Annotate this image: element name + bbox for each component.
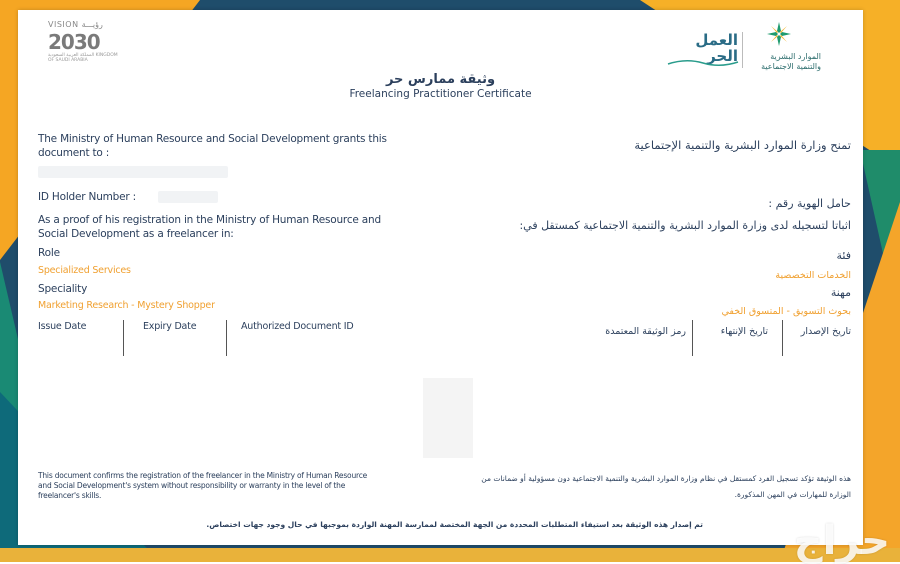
- vision-logo-subtitle: المملكة العربية السعودية KINGDOM OF SAUDI ARABIA: [48, 53, 118, 63]
- decor-strip: [0, 548, 900, 562]
- redacted-id: [158, 191, 218, 203]
- vision-2030-logo: [48, 20, 118, 66]
- hrsd-logo-line2: والتنمية الاجتماعية: [761, 62, 821, 71]
- hrsd-logo-text: [746, 52, 821, 72]
- role-label-english: Role: [38, 247, 60, 259]
- grants-arabic: تمنح وزارة الموارد البشرية والتنمية الإجتماعية: [634, 138, 851, 152]
- issue-date-arabic: تاريخ الإصدار: [800, 326, 851, 337]
- disclaimer-english: This document confirms the registration of the freelancer in the Ministry of Human Resource and Social Development's system without responsibility or warranty in the level of the freelancer's skills.: [38, 471, 368, 500]
- hrsd-logo-line1: الموارد البشرية: [770, 52, 821, 61]
- speciality-label-english: Speciality: [38, 283, 88, 295]
- column-divider: [123, 320, 124, 356]
- expiry-date-arabic: تاريخ الإنتهاء: [720, 326, 768, 337]
- proof-english: As a proof of his registration in the Ministry of Human Resource and Social Development as a freelancer in:: [38, 214, 381, 240]
- certificate-card: [18, 10, 863, 545]
- vision-logo-year: 2030: [48, 30, 100, 54]
- proof-arabic: اثباتا لتسجيله لدى وزارة الموارد البشرية والتنمية الاجتماعية كمستقل في:: [519, 219, 851, 232]
- hrsd-logo: [746, 22, 821, 72]
- grants-english-cut: [38, 146, 393, 154]
- expiry-date-english: Expiry Date: [143, 321, 197, 332]
- role-label-arabic: فئة: [836, 249, 851, 262]
- speciality-label-arabic: مهنة: [830, 286, 851, 299]
- column-divider: [226, 320, 227, 356]
- column-divider: [692, 320, 693, 356]
- disclaimer-arabic-line2: الوزارة للمهارات في المهن المذكورة.: [734, 490, 851, 499]
- authorized-id-arabic: رمز الوثيقة المعتمدة: [605, 326, 686, 337]
- vision-logo-word: VISION رؤيـــة: [48, 20, 103, 29]
- title-arabic: وثيقة ممارس حر: [385, 72, 496, 87]
- disclaimer-arabic-line1: هذه الوثيقة تؤكد تسجيل الفرد كمستقل في نظام وزارة الموارد البشرية والتنمية الاجتماعية دون مسؤولية أو ضمانات من: [481, 474, 851, 483]
- freelance-logo-line1: العمل: [695, 31, 738, 49]
- star-icon: [767, 22, 791, 46]
- speciality-value-arabic: بحوث التسويق - المتسوق الخفي: [721, 306, 851, 317]
- grants-english: The Ministry of Human Resource and Social Development grants this document to :: [38, 133, 387, 159]
- redacted-name: [38, 166, 228, 178]
- qr-code-redacted: [423, 378, 473, 458]
- id-holder-english: ID Holder Number :: [38, 191, 136, 203]
- title-english: Freelancing Practitioner Certificate: [349, 88, 532, 100]
- footer-arabic: تم إصدار هذه الوثيقة بعد استيفاء المتطلبات المحددة من الجهة المختصة لممارسة المهنة الواردة بموجبها في حال وجود جهات اختصاص.: [206, 520, 703, 529]
- freelance-logo: [668, 32, 738, 72]
- role-value-english: Specialized Services: [38, 265, 131, 276]
- wave-icon: [668, 58, 738, 68]
- column-divider: [782, 320, 783, 356]
- freelance-logo-line2: الحر: [707, 47, 738, 65]
- speciality-value-english: Marketing Research - Mystery Shopper: [38, 300, 215, 311]
- watermark-logo: حراج: [793, 518, 890, 564]
- id-holder-arabic: حامل الهوية رقم :: [768, 197, 851, 210]
- authorized-id-english: Authorized Document ID: [241, 321, 354, 332]
- logo-divider: [742, 32, 743, 68]
- role-value-arabic: الخدمات التخصصية: [775, 270, 851, 281]
- issue-date-english: Issue Date: [38, 321, 87, 332]
